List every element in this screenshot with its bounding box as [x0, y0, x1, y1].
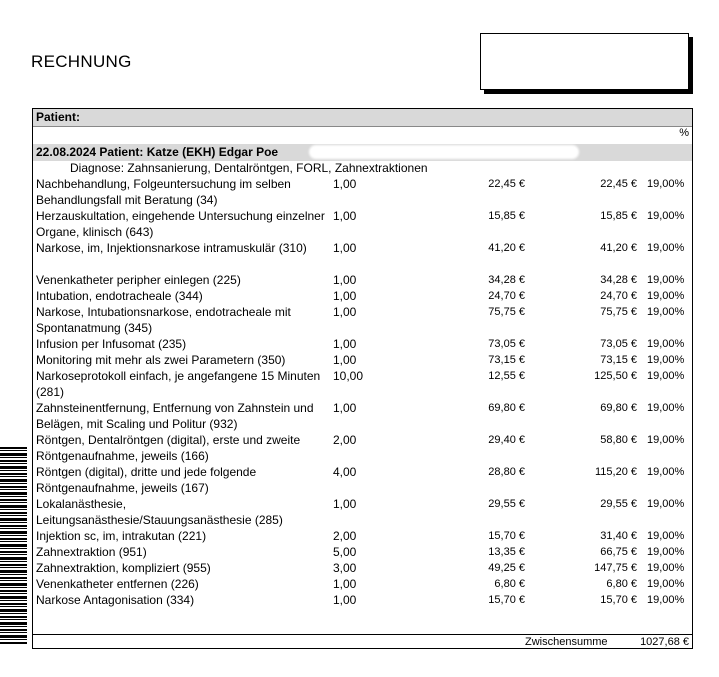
item-tax-rate: 19,00%: [647, 498, 685, 510]
subtotal-value: 1027,68 €: [640, 636, 689, 648]
redaction: [309, 145, 579, 159]
item-total: 66,75 €: [600, 546, 637, 558]
visit-line: 22.08.2024 Patient: Katze (EKH) Edgar Poe: [36, 145, 279, 159]
item-description: Venenkatheter entfernen (226): [36, 577, 199, 591]
line-items: [33, 176, 692, 608]
item-quantity: 1,00: [333, 577, 357, 591]
item-tax-rate: 19,00%: [647, 210, 685, 222]
item-total: 22,45 €: [600, 178, 637, 190]
table-row: [33, 272, 692, 288]
item-quantity: 1,00: [333, 353, 357, 367]
table-row: [33, 464, 692, 496]
diagnosis: Diagnose: Zahnsanierung, Dentalröntgen, FORL, Zahnextraktionen: [70, 161, 428, 175]
table-row: [33, 176, 692, 208]
table-row: [33, 560, 692, 576]
item-unit-price: 24,70 €: [488, 290, 525, 302]
item-description: Monitoring mit mehr als zwei Parametern (350): [36, 353, 286, 367]
item-tax-rate: 19,00%: [647, 290, 685, 302]
table-row: [33, 528, 692, 544]
item-tax-rate: 19,00%: [647, 562, 685, 574]
table-row: [33, 240, 692, 272]
item-quantity: 2,00: [333, 529, 357, 543]
table-row: [33, 208, 692, 240]
patient-header-bar: [33, 109, 692, 127]
document-title: RECHNUNG: [31, 52, 132, 71]
item-description: Intubation, endotracheale (344): [36, 289, 203, 303]
item-unit-price: 15,85 €: [488, 210, 525, 222]
table-row: [33, 592, 692, 608]
item-unit-price: 22,45 €: [488, 178, 525, 190]
table-row: [33, 576, 692, 592]
item-description: Zahnextraktion, kompliziert (955): [36, 561, 211, 575]
item-description: Narkose Antagonisation (334): [36, 593, 195, 607]
table-row: [33, 368, 692, 400]
item-unit-price: 15,70 €: [488, 530, 525, 542]
table-row: [33, 496, 692, 528]
item-unit-price: 69,80 €: [488, 402, 525, 414]
item-quantity: 1,00: [333, 273, 357, 287]
item-unit-price: 73,05 €: [488, 338, 525, 350]
item-quantity: 1,00: [333, 497, 357, 511]
item-unit-price: 73,15 €: [488, 354, 525, 366]
table-row: [33, 336, 692, 352]
item-total: 15,85 €: [600, 210, 637, 222]
item-description: Nachbehandlung, Folgeuntersuchung im selben Behandlungsfall mit Beratung (34): [36, 177, 291, 207]
item-quantity: 1,00: [333, 241, 357, 255]
item-unit-price: 13,35 €: [488, 546, 525, 558]
footer-divider: [33, 634, 692, 635]
item-tax-rate: 19,00%: [647, 466, 685, 478]
item-unit-price: 75,75 €: [488, 306, 525, 318]
item-tax-rate: 19,00%: [647, 242, 685, 254]
item-description: Röntgen (digital), dritte und jede folgende Röntgenaufnahme, jeweils (167): [36, 465, 257, 495]
item-tax-rate: 19,00%: [647, 434, 685, 446]
item-unit-price: 12,55 €: [488, 370, 525, 382]
invoice-table: [32, 108, 693, 649]
item-total: 75,75 €: [600, 306, 637, 318]
item-description: Narkoseprotokoll einfach, je angefangene 15 Minuten (281): [36, 369, 321, 399]
item-tax-rate: 19,00%: [647, 274, 685, 286]
item-unit-price: 49,25 €: [488, 562, 525, 574]
item-description: Herzauskultation, eingehende Untersuchung einzelner Organe, klinisch (643): [36, 209, 325, 239]
item-unit-price: 6,80 €: [494, 578, 525, 590]
item-total: 69,80 €: [600, 402, 637, 414]
barcode: [0, 447, 27, 644]
item-tax-rate: 19,00%: [647, 578, 685, 590]
visit-bar: [33, 144, 692, 161]
item-unit-price: 41,20 €: [488, 242, 525, 254]
item-tax-rate: 19,00%: [647, 546, 685, 558]
item-description: Zahnsteinentfernung, Entfernung von Zahnstein und Belägen, mit Scaling und Politur (932): [36, 401, 314, 431]
item-quantity: 1,00: [333, 289, 357, 303]
table-row: [33, 352, 692, 368]
table-row: [33, 288, 692, 304]
item-total: 58,80 €: [600, 434, 637, 446]
item-tax-rate: 19,00%: [647, 402, 685, 414]
item-tax-rate: 19,00%: [647, 354, 685, 366]
item-total: 34,28 €: [600, 274, 637, 286]
item-quantity: 1,00: [333, 305, 357, 319]
item-quantity: 10,00: [333, 369, 364, 383]
item-total: 73,05 €: [600, 338, 637, 350]
table-row: [33, 544, 692, 560]
item-description: Narkose, Intubationsnarkose, endotracheale mit Spontanatmung (345): [36, 305, 291, 335]
item-quantity: 5,00: [333, 545, 357, 559]
item-total: 147,75 €: [594, 562, 637, 574]
item-total: 41,20 €: [600, 242, 637, 254]
item-description: Infusion per Infusomat (235): [36, 337, 187, 351]
item-quantity: 3,00: [333, 561, 357, 575]
table-row: [33, 432, 692, 464]
item-total: 24,70 €: [600, 290, 637, 302]
item-total: 125,50 €: [594, 370, 637, 382]
address-box: [480, 33, 689, 90]
item-description: Zahnextraktion (951): [36, 545, 147, 559]
item-description: Lokalanästhesie, Leitungsanästhesie/Stauungsanästhesie (285): [36, 497, 283, 527]
item-tax-rate: 19,00%: [647, 306, 685, 318]
item-quantity: 1,00: [333, 177, 357, 191]
item-unit-price: 34,28 €: [488, 274, 525, 286]
item-total: 29,55 €: [600, 498, 637, 510]
item-quantity: 1,00: [333, 401, 357, 415]
item-total: 31,40 €: [600, 530, 637, 542]
subtotal-label: Zwischensumme: [525, 636, 608, 648]
item-tax-rate: 19,00%: [647, 178, 685, 190]
item-quantity: 1,00: [333, 209, 357, 223]
item-total: 6,80 €: [606, 578, 637, 590]
item-tax-rate: 19,00%: [647, 338, 685, 350]
item-unit-price: 15,70 €: [488, 594, 525, 606]
item-tax-rate: 19,00%: [647, 370, 685, 382]
table-row: [33, 400, 692, 432]
item-description: Injektion sc, im, intrakutan (221): [36, 529, 207, 543]
item-description: Narkose, im, Injektionsnarkose intramuskulär (310): [36, 241, 307, 255]
item-quantity: 1,00: [333, 337, 357, 351]
item-unit-price: 29,55 €: [488, 498, 525, 510]
item-description: Venenkatheter peripher einlegen (225): [36, 273, 241, 287]
item-tax-rate: 19,00%: [647, 530, 685, 542]
item-quantity: 1,00: [333, 593, 357, 607]
item-total: 73,15 €: [600, 354, 637, 366]
item-unit-price: 28,80 €: [488, 466, 525, 478]
item-quantity: 2,00: [333, 433, 357, 447]
item-total: 115,20 €: [594, 466, 637, 478]
patient-header: Patient:: [36, 110, 81, 124]
item-tax-rate: 19,00%: [647, 594, 685, 606]
item-description: Röntgen, Dentalröntgen (digital), erste und zweite Röntgenaufnahme, jeweils (166): [36, 433, 301, 463]
table-row: [33, 304, 692, 336]
item-total: 15,70 €: [600, 594, 637, 606]
item-quantity: 4,00: [333, 465, 357, 479]
item-unit-price: 29,40 €: [488, 434, 525, 446]
percent-header: %: [679, 127, 689, 139]
